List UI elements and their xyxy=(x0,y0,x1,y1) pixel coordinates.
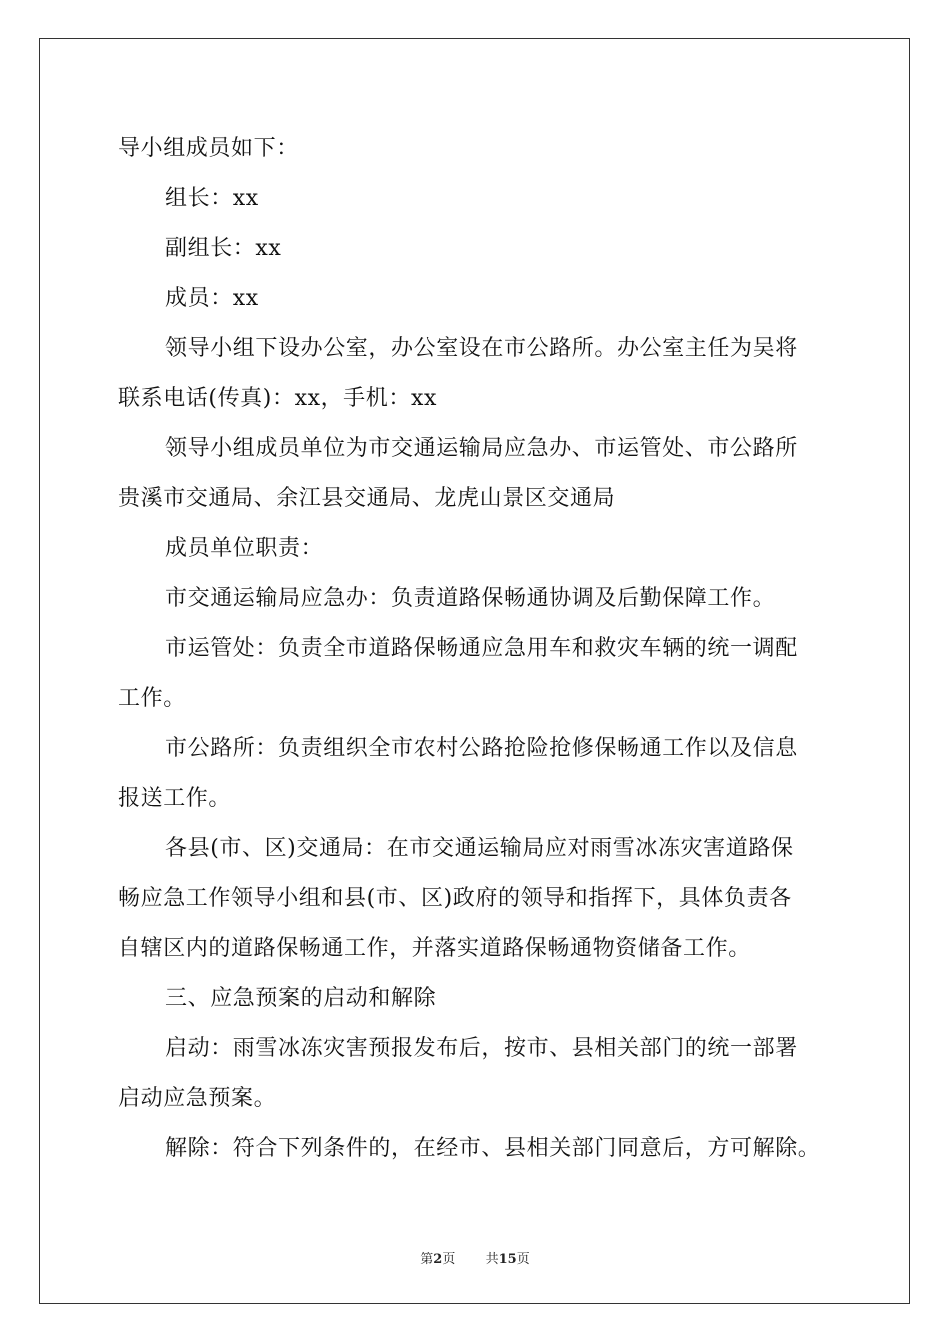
body-line-18: 三、应急预案的启动和解除 xyxy=(165,986,437,1011)
page-number-suffix: 页 xyxy=(442,1252,456,1267)
body-line-16: 畅应急工作领导小组和县(市、区)政府的领导和指挥下，具体负责各 xyxy=(118,886,792,911)
body-line-19: 启动：雨雪冰冻灾害预报发布后，按市、县相关部门的统一部署 xyxy=(165,1036,798,1061)
body-line-20: 启动应急预案。 xyxy=(118,1086,277,1111)
body-line-12: 工作。 xyxy=(118,686,186,711)
body-line-5: 领导小组下设办公室，办公室设在市公路所。办公室主任为吴将 xyxy=(165,336,798,361)
page-number-prefix: 第 xyxy=(420,1252,434,1267)
body-line-1: 导小组成员如下： xyxy=(118,136,299,161)
body-line-8: 贵溪市交通局、余江县交通局、龙虎山景区交通局 xyxy=(118,486,616,511)
body-line-14: 报送工作。 xyxy=(118,786,232,811)
body-line-3: 副组长：xx xyxy=(165,236,282,261)
total-pages-prefix: 共 xyxy=(485,1252,499,1267)
total-pages-suffix: 页 xyxy=(516,1252,530,1267)
body-line-13: 市公路所：负责组织全市农村公路抢险抢修保畅通工作以及信息 xyxy=(165,736,798,761)
body-line-4: 成员：xx xyxy=(165,286,259,311)
page-footer xyxy=(0,1248,950,1267)
body-line-2: 组长：xx xyxy=(165,186,259,211)
document-body xyxy=(118,124,838,1174)
body-line-17: 自辖区内的道路保畅通工作，并落实道路保畅通物资储备工作。 xyxy=(118,936,751,961)
body-line-9: 成员单位职责： xyxy=(165,536,324,561)
body-line-6: 联系电话(传真)：xx，手机：xx xyxy=(118,386,437,411)
body-line-21: 解除：符合下列条件的，在经市、县相关部门同意后，方可解除。 xyxy=(165,1136,821,1161)
body-line-7: 领导小组成员单位为市交通运输局应急办、市运管处、市公路所 xyxy=(165,436,798,461)
body-line-11: 市运管处：负责全市道路保畅通应急用车和救灾车辆的统一调配 xyxy=(165,636,798,661)
body-line-15: 各县(市、区)交通局：在市交通运输局应对雨雪冰冻灾害道路保 xyxy=(165,836,794,861)
total-pages: 15 xyxy=(498,1252,517,1267)
body-line-10: 市交通运输局应急办：负责道路保畅通协调及后勤保障工作。 xyxy=(165,586,776,611)
page-number: 2 xyxy=(433,1252,443,1267)
